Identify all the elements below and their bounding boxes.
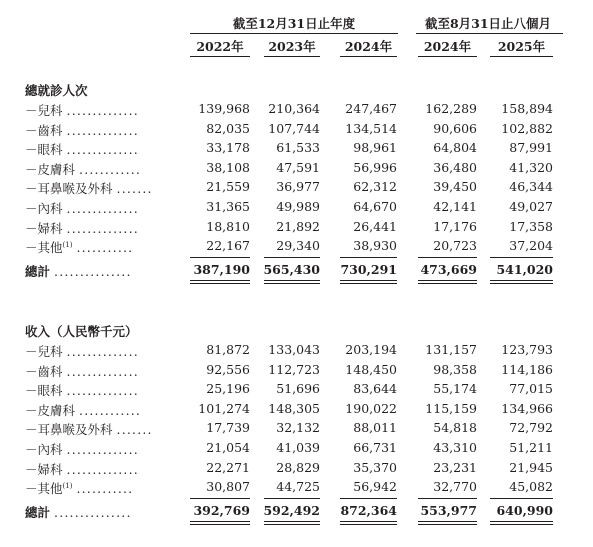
total-value: 730,291 bbox=[340, 262, 397, 277]
total-value: 592,492 bbox=[263, 503, 320, 518]
total-row-label bbox=[25, 503, 132, 521]
cell-value: 21,945 bbox=[509, 460, 553, 475]
table-row-label bbox=[25, 362, 139, 380]
cell-value: 134,514 bbox=[345, 121, 397, 136]
total-double-rule bbox=[418, 280, 477, 284]
row-label: 總計 bbox=[25, 264, 51, 279]
leader-dots: ............ bbox=[79, 162, 142, 177]
cell-value: 38,930 bbox=[353, 238, 397, 253]
table-row-label bbox=[25, 440, 139, 458]
section-title: 收入（人民幣千元） bbox=[25, 324, 138, 339]
table-row-label bbox=[25, 401, 141, 419]
row-label: 總計 bbox=[25, 505, 51, 520]
cell-value: 49,027 bbox=[509, 199, 553, 214]
total-double-rule bbox=[190, 521, 250, 525]
total-double-rule bbox=[340, 280, 397, 284]
cell-value: 148,450 bbox=[345, 362, 397, 377]
cell-value: 112,723 bbox=[268, 362, 320, 377]
header-rule-annual bbox=[190, 33, 398, 34]
cell-value: 115,159 bbox=[425, 401, 477, 416]
cell-value: 45,082 bbox=[509, 479, 553, 494]
cell-value: 158,894 bbox=[501, 101, 553, 116]
cell-value: 66,731 bbox=[353, 440, 397, 455]
table-row-label bbox=[25, 101, 139, 119]
total-value: 553,977 bbox=[420, 503, 477, 518]
cell-value: 203,194 bbox=[345, 342, 397, 357]
cell-value: 39,450 bbox=[433, 179, 477, 194]
cell-value: 55,174 bbox=[433, 381, 477, 396]
leader-dots: .............. bbox=[66, 123, 139, 138]
total-double-rule bbox=[264, 521, 320, 525]
leader-dots: .............. bbox=[66, 221, 139, 236]
cell-value: 107,744 bbox=[268, 121, 320, 136]
row-label: －婦科 bbox=[25, 462, 63, 477]
table-row-label bbox=[25, 238, 133, 256]
subtotal-rule bbox=[264, 498, 320, 499]
year-header-3: 2024年 bbox=[423, 39, 472, 54]
cell-value: 29,340 bbox=[276, 238, 320, 253]
total-row-label bbox=[25, 262, 132, 280]
total-double-rule bbox=[490, 521, 553, 525]
cell-value: 98,961 bbox=[353, 140, 397, 155]
cell-value: 47,591 bbox=[276, 160, 320, 175]
cell-value: 56,996 bbox=[353, 160, 397, 175]
cell-value: 72,792 bbox=[509, 420, 553, 435]
leader-dots: .............. bbox=[66, 383, 139, 398]
subtotal-rule bbox=[340, 257, 397, 258]
leader-dots: .............. bbox=[66, 103, 139, 118]
cell-value: 190,022 bbox=[345, 401, 397, 416]
cell-value: 87,991 bbox=[509, 140, 553, 155]
year-rule-4 bbox=[490, 56, 553, 57]
leader-dots: ............... bbox=[54, 264, 132, 279]
total-value: 872,364 bbox=[340, 503, 397, 518]
row-label: －內科 bbox=[25, 442, 63, 457]
subtotal-rule bbox=[264, 257, 320, 258]
subtotal-rule bbox=[190, 498, 250, 499]
leader-dots: ....... bbox=[116, 422, 153, 437]
cell-value: 21,054 bbox=[206, 440, 250, 455]
row-label: －眼科 bbox=[25, 383, 63, 398]
cell-value: 56,942 bbox=[353, 479, 397, 494]
cell-value: 62,312 bbox=[353, 179, 397, 194]
row-label: －齒科 bbox=[25, 123, 63, 138]
cell-value: 20,723 bbox=[433, 238, 477, 253]
subtotal-rule bbox=[490, 498, 553, 499]
year-header-4: 2025年 bbox=[497, 39, 546, 54]
cell-value: 247,467 bbox=[345, 101, 397, 116]
cell-value: 90,606 bbox=[433, 121, 477, 136]
cell-value: 41,039 bbox=[276, 440, 320, 455]
cell-value: 36,977 bbox=[276, 179, 320, 194]
cell-value: 35,370 bbox=[353, 460, 397, 475]
header-rule-eight-months bbox=[416, 33, 563, 34]
row-label: －皮膚科 bbox=[25, 162, 76, 177]
cell-value: 49,989 bbox=[276, 199, 320, 214]
row-label: －齒科 bbox=[25, 364, 63, 379]
year-header-2: 2024年 bbox=[344, 39, 393, 54]
leader-dots: ............... bbox=[54, 505, 132, 520]
row-label: －兒科 bbox=[25, 344, 63, 359]
cell-value: 21,892 bbox=[276, 219, 320, 234]
cell-value: 32,770 bbox=[433, 479, 477, 494]
leader-dots: .............. bbox=[66, 442, 139, 457]
table-row-label bbox=[25, 140, 139, 158]
cell-value: 64,670 bbox=[353, 199, 397, 214]
year-rule-2 bbox=[340, 56, 397, 57]
total-value: 565,430 bbox=[263, 262, 320, 277]
cell-value: 30,807 bbox=[206, 479, 250, 494]
cell-value: 23,231 bbox=[433, 460, 477, 475]
cell-value: 18,810 bbox=[206, 219, 250, 234]
table-row-label bbox=[25, 460, 139, 478]
cell-value: 22,271 bbox=[206, 460, 250, 475]
cell-value: 17,176 bbox=[433, 219, 477, 234]
table-row-label bbox=[25, 179, 153, 197]
cell-value: 42,141 bbox=[433, 199, 477, 214]
row-label: －婦科 bbox=[25, 221, 63, 236]
cell-value: 46,344 bbox=[509, 179, 553, 194]
cell-value: 51,696 bbox=[276, 381, 320, 396]
row-label: －兒科 bbox=[25, 103, 63, 118]
cell-value: 32,132 bbox=[276, 420, 320, 435]
cell-value: 83,644 bbox=[353, 381, 397, 396]
row-label: －耳鼻喉及外科 bbox=[25, 422, 113, 437]
leader-dots: .............. bbox=[66, 344, 139, 359]
subtotal-rule bbox=[340, 498, 397, 499]
year-rule-0 bbox=[190, 56, 250, 57]
table-row-label bbox=[25, 219, 139, 237]
cell-value: 21,559 bbox=[206, 179, 250, 194]
table-row-label bbox=[25, 479, 133, 497]
total-value: 392,769 bbox=[193, 503, 250, 518]
cell-value: 28,829 bbox=[276, 460, 320, 475]
year-rule-1 bbox=[264, 56, 320, 57]
total-value: 387,190 bbox=[193, 262, 250, 277]
total-value: 473,669 bbox=[420, 262, 477, 277]
table-row-label bbox=[25, 342, 139, 360]
cell-value: 210,364 bbox=[268, 101, 320, 116]
total-double-rule bbox=[264, 280, 320, 284]
leader-dots: .............. bbox=[66, 201, 139, 216]
cell-value: 33,178 bbox=[206, 140, 250, 155]
leader-dots: ........... bbox=[76, 481, 134, 496]
row-label: －皮膚科 bbox=[25, 403, 76, 418]
cell-value: 131,157 bbox=[425, 342, 477, 357]
row-label: －眼科 bbox=[25, 142, 63, 157]
cell-value: 54,818 bbox=[433, 420, 477, 435]
cell-value: 36,480 bbox=[433, 160, 477, 175]
leader-dots: ........... bbox=[76, 240, 134, 255]
cell-value: 43,310 bbox=[433, 440, 477, 455]
year-header-1: 2023年 bbox=[268, 39, 316, 54]
year-rule-3 bbox=[418, 56, 477, 57]
leader-dots: .............. bbox=[66, 364, 139, 379]
total-value: 541,020 bbox=[496, 262, 553, 277]
table-row-label bbox=[25, 381, 139, 399]
cell-value: 38,108 bbox=[206, 160, 250, 175]
header-group-eight-months: 截至8月31日止八個月 bbox=[424, 16, 552, 31]
cell-value: 162,289 bbox=[425, 101, 477, 116]
cell-value: 114,186 bbox=[501, 362, 553, 377]
cell-value: 148,305 bbox=[268, 401, 320, 416]
footnote-marker: (1) bbox=[62, 240, 73, 249]
cell-value: 37,204 bbox=[509, 238, 553, 253]
row-label: －其他 bbox=[25, 240, 63, 255]
leader-dots: ............ bbox=[79, 403, 142, 418]
cell-value: 139,968 bbox=[198, 101, 250, 116]
cell-value: 22,167 bbox=[206, 238, 250, 253]
cell-value: 61,533 bbox=[276, 140, 320, 155]
cell-value: 77,015 bbox=[509, 381, 553, 396]
cell-value: 51,211 bbox=[509, 440, 553, 455]
year-header-0: 2022年 bbox=[196, 39, 244, 54]
row-label: －內科 bbox=[25, 201, 63, 216]
cell-value: 25,196 bbox=[206, 381, 250, 396]
cell-value: 41,320 bbox=[509, 160, 553, 175]
cell-value: 88,011 bbox=[353, 420, 397, 435]
leader-dots: ....... bbox=[116, 181, 153, 196]
cell-value: 17,739 bbox=[206, 420, 250, 435]
cell-value: 31,365 bbox=[206, 199, 250, 214]
cell-value: 102,882 bbox=[501, 121, 553, 136]
cell-value: 64,804 bbox=[433, 140, 477, 155]
cell-value: 101,274 bbox=[198, 401, 250, 416]
table-row-label bbox=[25, 121, 139, 139]
table-row-label bbox=[25, 199, 139, 217]
leader-dots: .............. bbox=[66, 462, 139, 477]
section-title: 總就診人次 bbox=[25, 83, 88, 98]
total-double-rule bbox=[490, 280, 553, 284]
cell-value: 92,556 bbox=[206, 362, 250, 377]
table-row-label bbox=[25, 420, 153, 438]
header-group-annual: 截至12月31日止年度 bbox=[232, 16, 356, 31]
cell-value: 133,043 bbox=[268, 342, 320, 357]
row-label: －耳鼻喉及外科 bbox=[25, 181, 113, 196]
subtotal-rule bbox=[490, 257, 553, 258]
cell-value: 134,966 bbox=[501, 401, 553, 416]
cell-value: 123,793 bbox=[501, 342, 553, 357]
total-value: 640,990 bbox=[496, 503, 553, 518]
cell-value: 26,441 bbox=[353, 219, 397, 234]
cell-value: 82,035 bbox=[206, 121, 250, 136]
subtotal-rule bbox=[190, 257, 250, 258]
subtotal-rule bbox=[418, 498, 477, 499]
cell-value: 44,725 bbox=[276, 479, 320, 494]
total-double-rule bbox=[340, 521, 397, 525]
total-double-rule bbox=[418, 521, 477, 525]
cell-value: 98,358 bbox=[433, 362, 477, 377]
footnote-marker: (1) bbox=[62, 481, 73, 490]
row-label: －其他 bbox=[25, 481, 63, 496]
total-double-rule bbox=[190, 280, 250, 284]
leader-dots: .............. bbox=[66, 142, 139, 157]
subtotal-rule bbox=[418, 257, 477, 258]
table-row-label bbox=[25, 160, 141, 178]
cell-value: 81,872 bbox=[206, 342, 250, 357]
cell-value: 17,358 bbox=[509, 219, 553, 234]
